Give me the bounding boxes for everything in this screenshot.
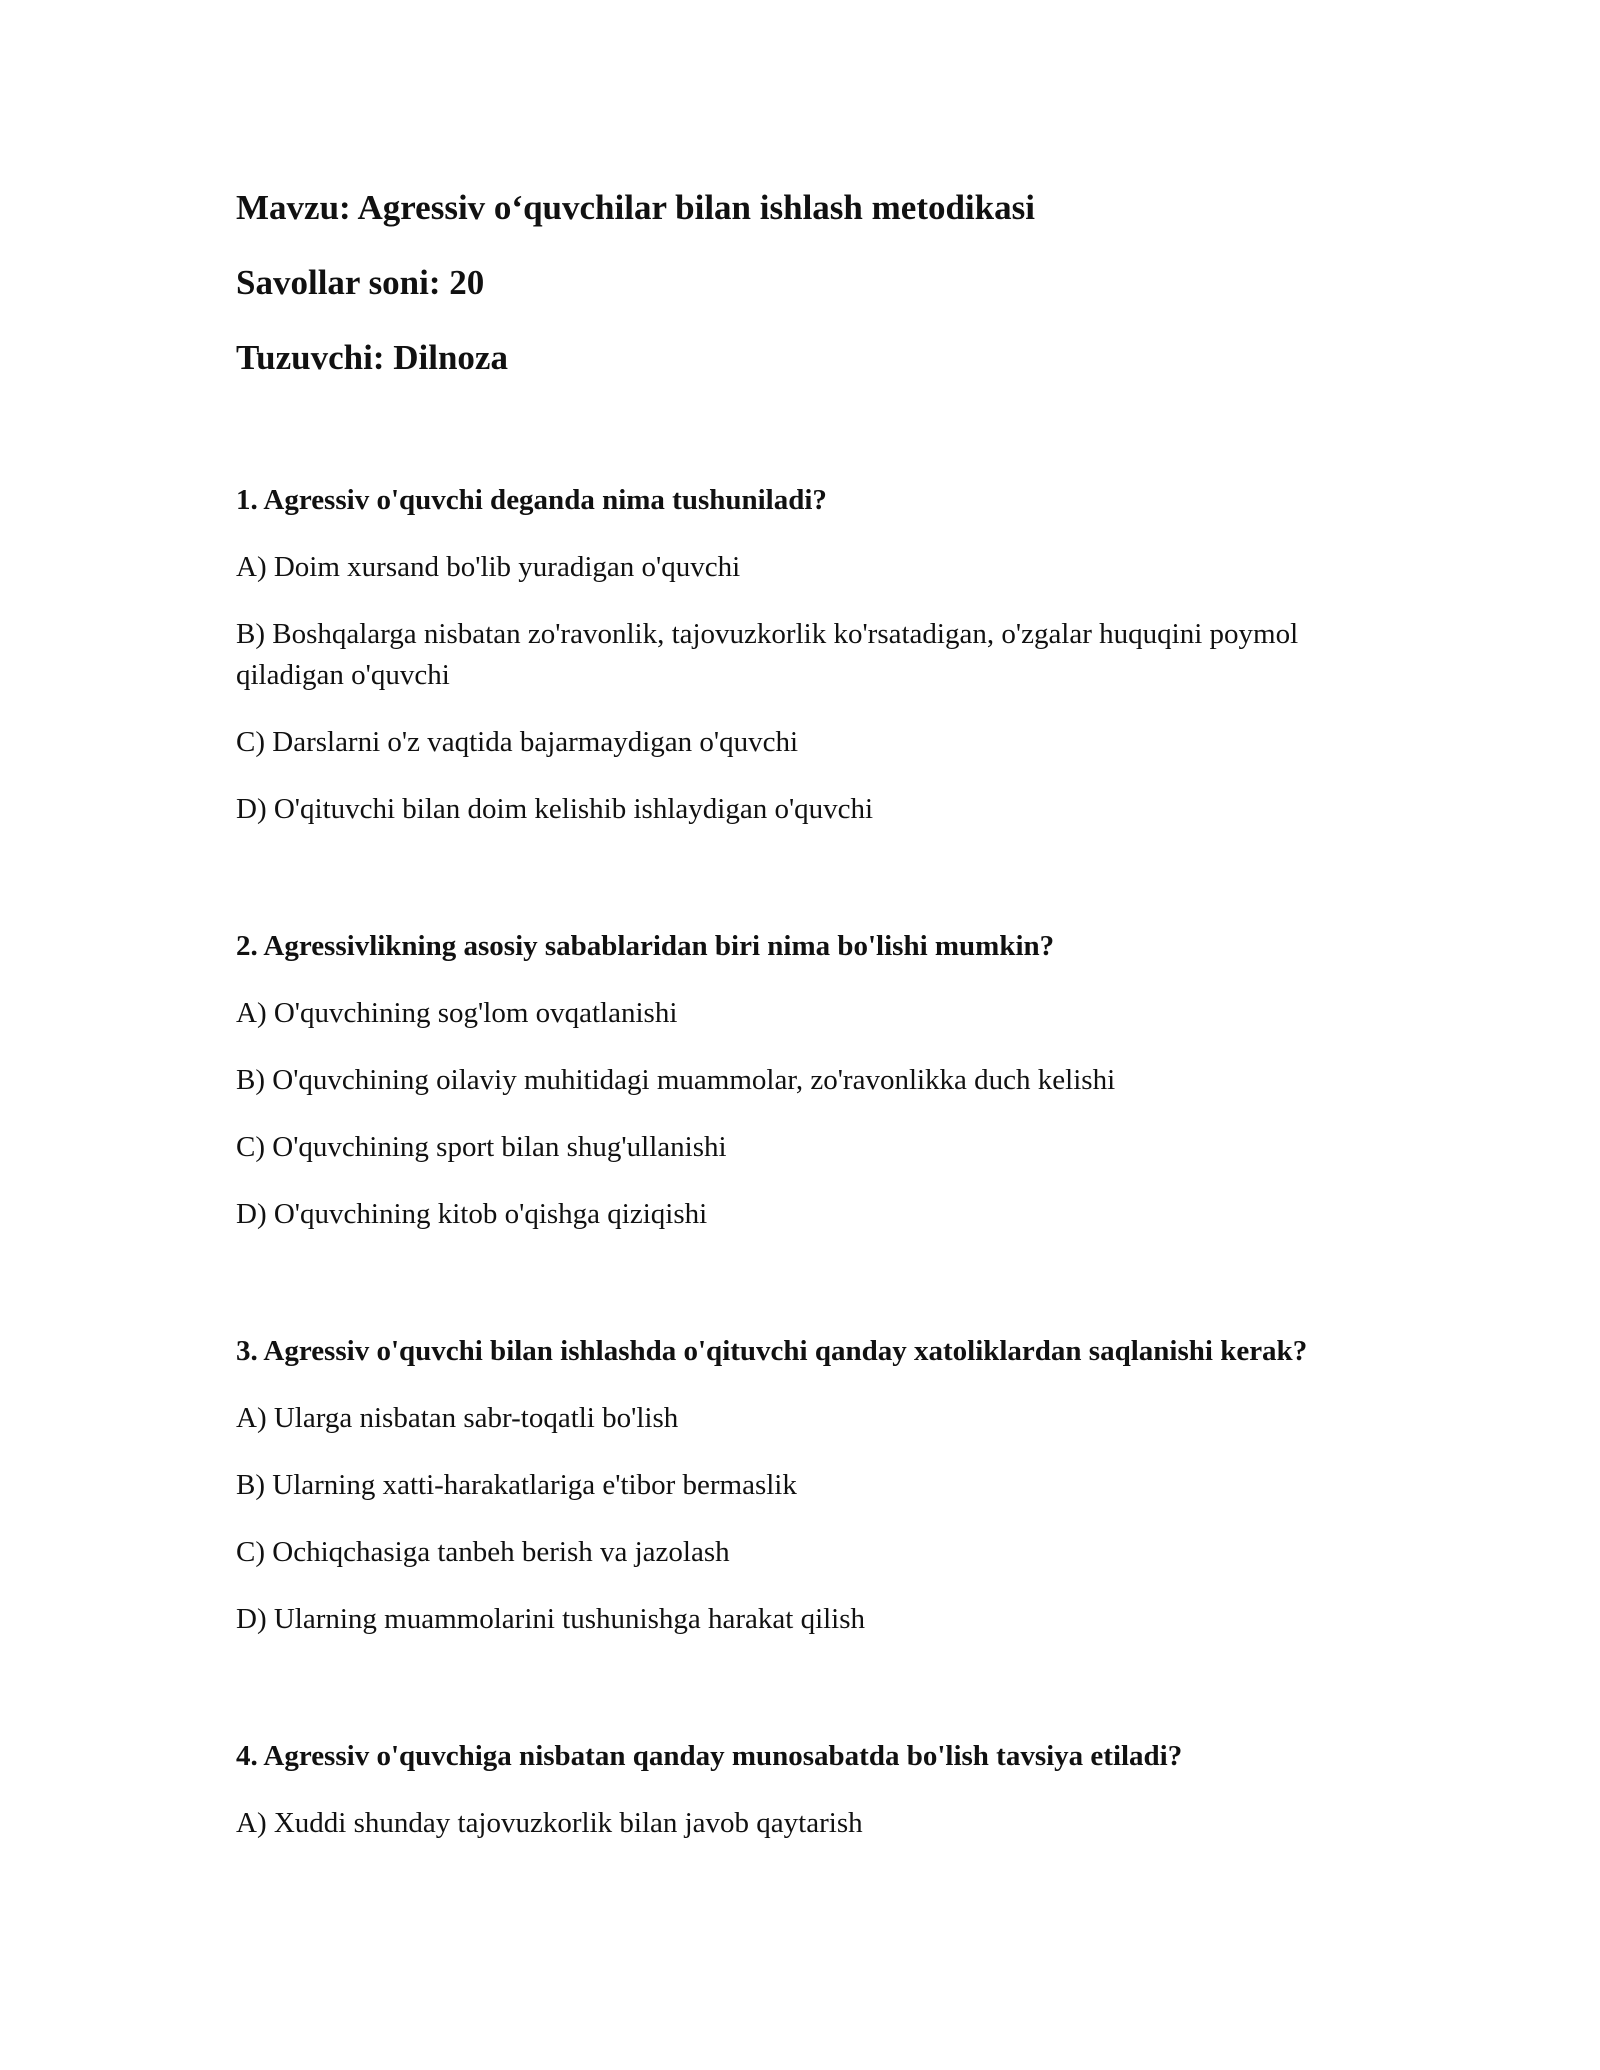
answer-option-b: B) O'quvchining oilaviy muhitidagi muammolar, zo'ravonlikka duch kelishi [236,1064,1116,1096]
question-title: 3. Agressiv o'quvchi bilan ishlashda o'qituvchi qanday xatoliklardan saqlanishi kerak? [236,1335,1308,1367]
document-page [236,186,1316,1940]
question-2 [236,926,1316,1235]
question-1 [236,480,1316,830]
answer-option-a: A) Ularga nisbatan sabr-toqatli bo'lish [236,1402,679,1434]
question-title: 2. Agressivlikning asosiy sabablaridan biri nima bo'lishi mumkin? [236,930,1055,962]
answer-option-a: A) Doim xursand bo'lib yuradigan o'quvchi [236,551,741,583]
question-count: Savollar soni: 20 [236,263,485,302]
answer-option-a: A) O'quvchining sog'lom ovqatlanishi [236,997,678,1029]
question-title: 1. Agressiv o'quvchi deganda nima tushuniladi? [236,484,827,516]
answer-option-b: B) Ularning xatti-harakatlariga e'tibor bermaslik [236,1469,797,1501]
answer-option-c: C) Darslarni o'z vaqtida bajarmaydigan o'quvchi [236,726,799,758]
topic-heading: Mavzu: Agressiv o‘quvchilar bilan ishlash metodikasi [236,188,1035,227]
answer-option-d: D) O'quvchining kitob o'qishga qiziqishi [236,1198,708,1230]
answer-option-d: D) O'qituvchi bilan doim kelishib ishlaydigan o'quvchi [236,793,874,825]
question-3 [236,1331,1316,1640]
answer-option-a: A) Xuddi shunday tajovuzkorlik bilan javob qaytarish [236,1807,863,1839]
answer-option-b: B) Boshqalarga nisbatan zo'ravonlik, tajovuzkorlik ko'rsatadigan, o'zgalar huquqini poymol qiladigan o'quvchi [236,618,1299,691]
answer-option-c: C) O'quvchining sport bilan shug'ullanishi [236,1131,727,1163]
question-title: 4. Agressiv o'quvchiga nisbatan qanday munosabatda bo'lish tavsiya etiladi? [236,1740,1183,1772]
question-4 [236,1736,1316,1844]
answer-option-c: C) Ochiqchasiga tanbeh berish va jazolash [236,1536,730,1568]
answer-option-d: D) Ularning muammolarini tushunishga harakat qilish [236,1603,866,1635]
author-line: Tuzuvchi: Dilnoza [236,338,508,377]
